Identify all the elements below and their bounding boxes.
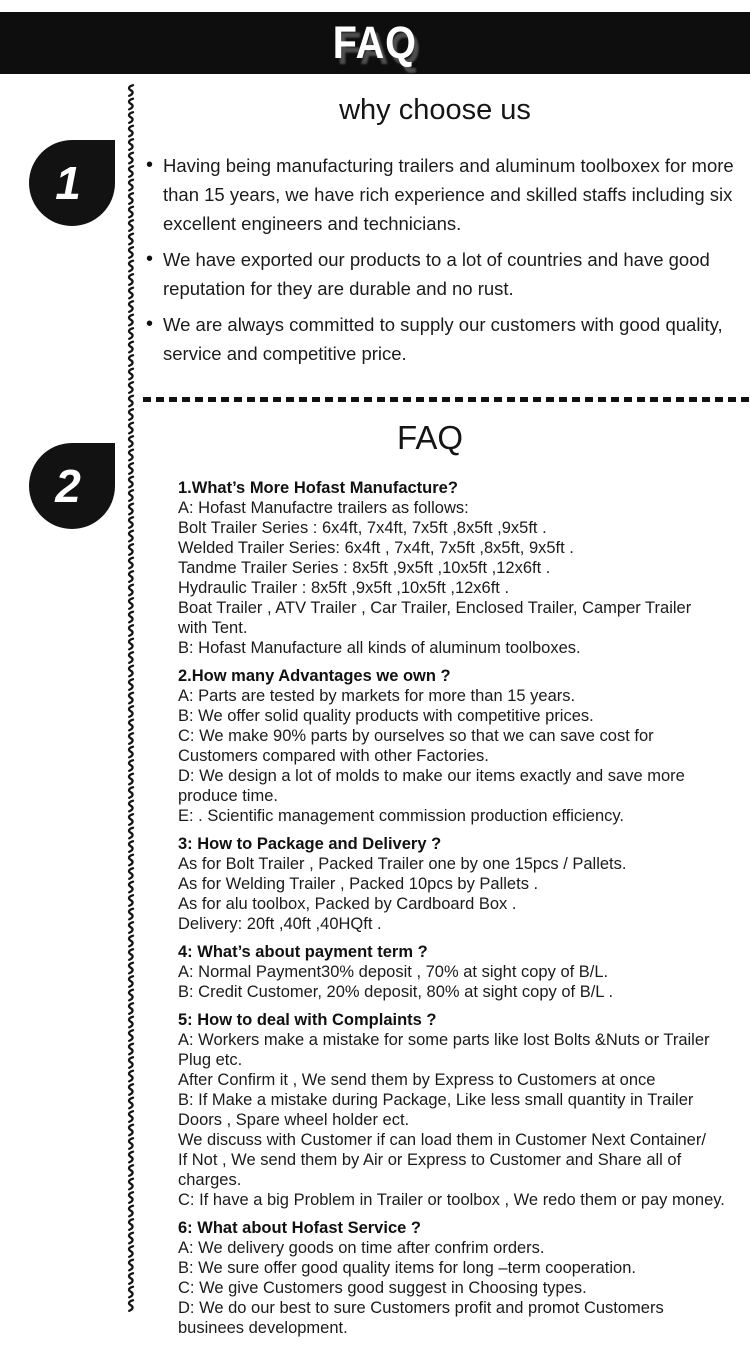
qa-answer-line: As for Bolt Trailer , Packed Trailer one by one 15pcs / Pallets.	[178, 855, 627, 873]
qa-section	[178, 1218, 738, 1338]
qa-answer-line: Doors , Spare wheel holder ect.	[178, 1111, 410, 1129]
faq-section-title: FAQ	[396, 419, 464, 456]
qa-answer-line: A: Parts are tested by markets for more than 15 years.	[178, 687, 576, 705]
qa-answer-line: After Confirm it , We send them by Express to Customers at once	[178, 1071, 656, 1089]
bullet-dot-icon: •	[146, 313, 154, 335]
qa-section	[178, 834, 738, 934]
qa-answer-line: C: We give Customers good suggest in Choosing types.	[178, 1279, 587, 1297]
qa-answer-line: D: We do our best to sure Customers profit and promot Customers	[178, 1299, 664, 1317]
qa-answer-line: B: Hofast Manufacture all kinds of aluminum toolboxes.	[178, 639, 581, 657]
qa-answer-line: As for alu toolbox, Packed by Cardboard Box .	[178, 895, 517, 913]
qa-answer-line: Welded Trailer Series: 6x4ft , 7x4ft, 7x5ft ,8x5ft, 9x5ft .	[178, 539, 574, 557]
header-banner	[0, 12, 750, 74]
qa-answer-line: As for Welding Trailer , Packed 10pcs by Pallets .	[178, 875, 539, 893]
qa-answer-line: B: We sure offer good quality items for long –term cooperation.	[178, 1259, 636, 1277]
why-choose-us-bullet-list	[146, 151, 736, 375]
qa-answer-line: B: Credit Customer, 20% deposit, 80% at sight copy of B/L .	[178, 983, 614, 1001]
qa-section	[178, 942, 738, 1002]
bullet-line: reputation for they are durable and no rust.	[163, 278, 514, 299]
section-badge-1	[29, 140, 115, 226]
squiggle-divider-svg	[124, 84, 138, 1312]
qa-answer-line: D: We design a lot of molds to make our items exactly and save more	[178, 767, 685, 785]
qa-section	[178, 1010, 738, 1210]
bullet-dot-icon: •	[146, 154, 154, 176]
qa-question-heading: 1.What’s More Hofast Manufacture?	[178, 479, 458, 497]
qa-section	[178, 478, 738, 658]
qa-answer-line: A: We delivery goods on time after confrim orders.	[178, 1239, 545, 1257]
qa-question-heading: 2.How many Advantages we own ?	[178, 667, 451, 685]
qa-answer-line: Plug etc.	[178, 1051, 243, 1069]
qa-question-heading: 3: How to Package and Delivery ?	[178, 835, 442, 853]
qa-answer-line: A: Normal Payment30% deposit , 70% at sight copy of B/L.	[178, 963, 609, 981]
qa-question-heading: 6: What about Hofast Service ?	[178, 1219, 421, 1237]
bullet-line: We are always committed to supply our customers with good quality,	[163, 314, 723, 335]
qa-answer-line: Hydraulic Trailer : 8x5ft ,9x5ft ,10x5ft ,12x6ft .	[178, 579, 510, 597]
faq-question-list	[178, 478, 738, 1346]
bullet-item	[146, 310, 736, 368]
bullet-line: Having being manufacturing trailers and aluminum toolboxex for more	[163, 155, 734, 176]
badge-2-number: 2	[55, 460, 81, 512]
qa-answer-line: B: If Make a mistake during Package, Like less small quantity in Trailer	[178, 1091, 694, 1109]
qa-answer-line: C: We make 90% parts by ourselves so that we can save cost for	[178, 727, 654, 745]
qa-answer-line: charges.	[178, 1171, 242, 1189]
bullet-item	[146, 151, 736, 238]
qa-section	[178, 666, 738, 826]
bullet-line: We have exported our products to a lot of countries and have good	[163, 249, 710, 270]
qa-answer-line: produce time.	[178, 787, 278, 805]
qa-answer-line: with Tent.	[178, 619, 248, 637]
bullet-item	[146, 245, 736, 303]
qa-answer-line: Tandme Trailer Series : 8x5ft ,9x5ft ,10x5ft ,12x6ft .	[178, 559, 551, 577]
qa-answer-line: Delivery: 20ft ,40ft ,40HQft .	[178, 915, 382, 933]
qa-answer-line: If Not , We send them by Air or Express to Customer and Share all of	[178, 1151, 682, 1169]
bullet-line: excellent engineers and technicians.	[163, 213, 462, 234]
qa-answer-line: A: Hofast Manufactre trailers as follows:	[178, 499, 469, 517]
bullet-line: service and competitive price.	[163, 343, 407, 364]
squiggle-divider	[124, 84, 138, 1317]
qa-answer-line: Boat Trailer , ATV Trailer , Car Trailer, Enclosed Trailer, Camper Trailer	[178, 599, 692, 617]
dashed-separator	[143, 397, 750, 402]
qa-answer-line: Bolt Trailer Series : 6x4ft, 7x4ft, 7x5ft ,8x5ft ,9x5ft .	[178, 519, 547, 537]
bullet-line: than 15 years, we have rich experience and skilled staffs including six	[163, 184, 733, 205]
qa-question-heading: 4: What’s about payment term ?	[178, 943, 428, 961]
qa-answer-line: Customers compared with other Factories.	[178, 747, 489, 765]
qa-answer-line: C: If have a big Problem in Trailer or toolbox , We redo them or pay money.	[178, 1191, 725, 1209]
qa-answer-line: E: . Scientific management commission production efficiency.	[178, 807, 625, 825]
bullet-dot-icon: •	[146, 248, 154, 270]
qa-answer-line: A: Workers make a mistake for some parts like lost Bolts &Nuts or Trailer	[178, 1031, 710, 1049]
qa-answer-line: businees development.	[178, 1319, 348, 1337]
badge-1-number: 1	[55, 157, 81, 209]
why-choose-us-title: why choose us	[339, 94, 531, 126]
qa-answer-line: We discuss with Customer if can load them in Customer Next Container/	[178, 1131, 706, 1149]
page-title: FAQ	[332, 17, 418, 68]
qa-question-heading: 5: How to deal with Complaints ?	[178, 1011, 437, 1029]
section-badge-2	[29, 443, 115, 529]
qa-answer-line: B: We offer solid quality products with competitive prices.	[178, 707, 594, 725]
